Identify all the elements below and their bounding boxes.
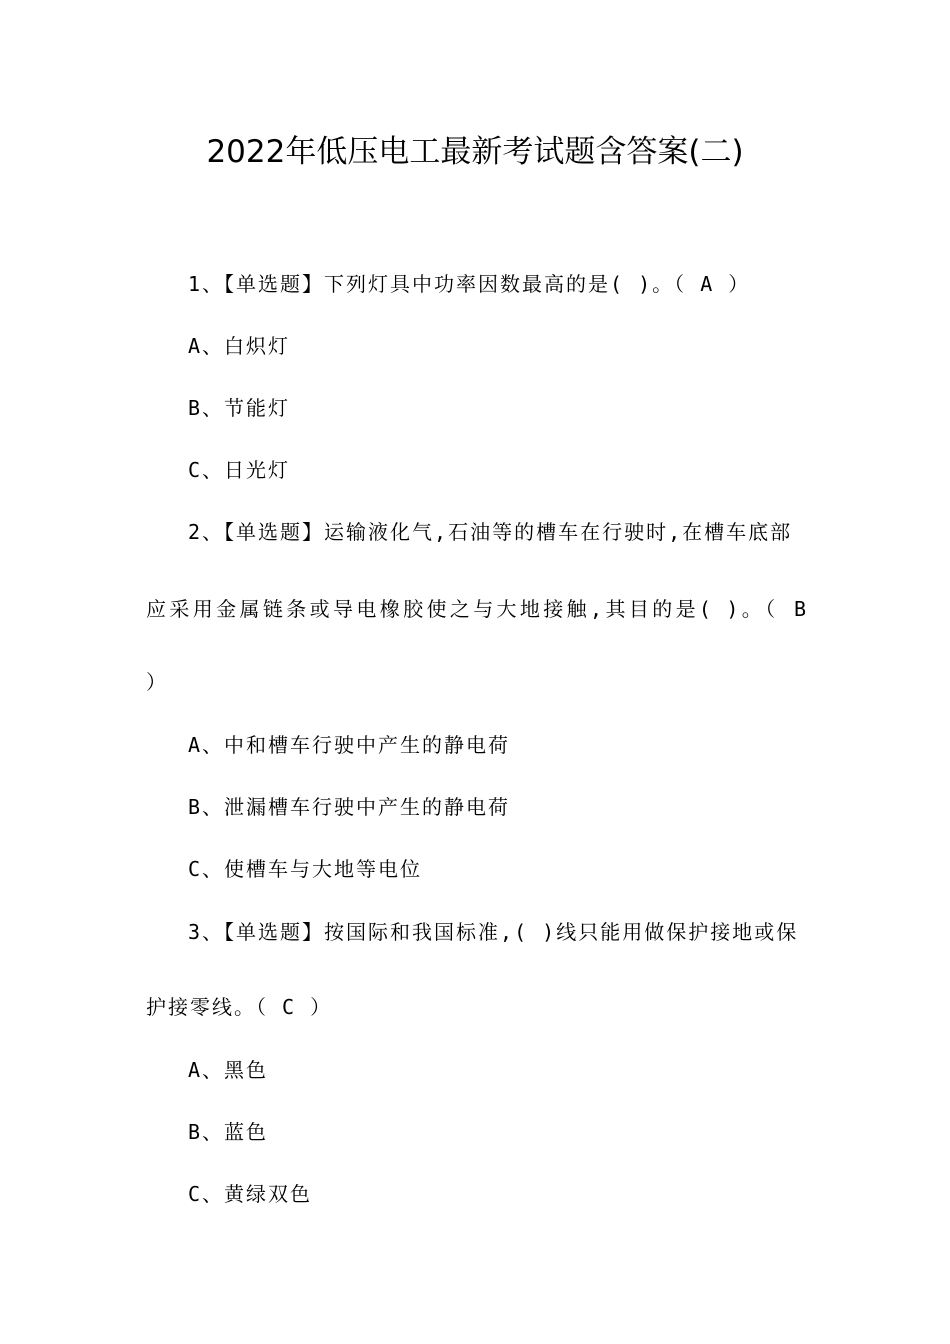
question-1-stem: 1、【单选题】下列灯具中功率因数最高的是( )。（ A ） — [188, 272, 751, 296]
question-2-option-a: A、中和槽车行驶中产生的静电荷 — [188, 733, 511, 757]
question-2-option-b: B、泄漏槽车行驶中产生的静电荷 — [188, 795, 511, 819]
question-1-option-a: A、白炽灯 — [188, 334, 291, 358]
question-3-stem-line-1: 3、【单选题】按国际和我国标准,( )线只能用做保护接地或保 — [188, 920, 799, 944]
question-2-option-c: C、使槽车与大地等电位 — [188, 857, 423, 881]
question-3-option-b: B、蓝色 — [188, 1120, 269, 1144]
document-title: 2022年低压电工最新考试题含答案(二) — [206, 134, 744, 170]
question-2-stem-line-3: ） — [146, 670, 168, 694]
question-1-option-c: C、日光灯 — [188, 458, 291, 482]
question-3-option-c: C、黄绿双色 — [188, 1182, 313, 1206]
question-3-option-a: A、黑色 — [188, 1058, 269, 1082]
question-2-stem-line-2: 应采用金属链条或导电橡胶使之与大地接触,其目的是( )。（ B — [146, 597, 806, 621]
question-1-option-b: B、节能灯 — [188, 396, 291, 420]
question-3-stem-line-2: 护接零线。（ C ） — [146, 995, 333, 1019]
question-2-stem-line-1: 2、【单选题】运输液化气,石油等的槽车在行驶时,在槽车底部 — [188, 520, 793, 544]
